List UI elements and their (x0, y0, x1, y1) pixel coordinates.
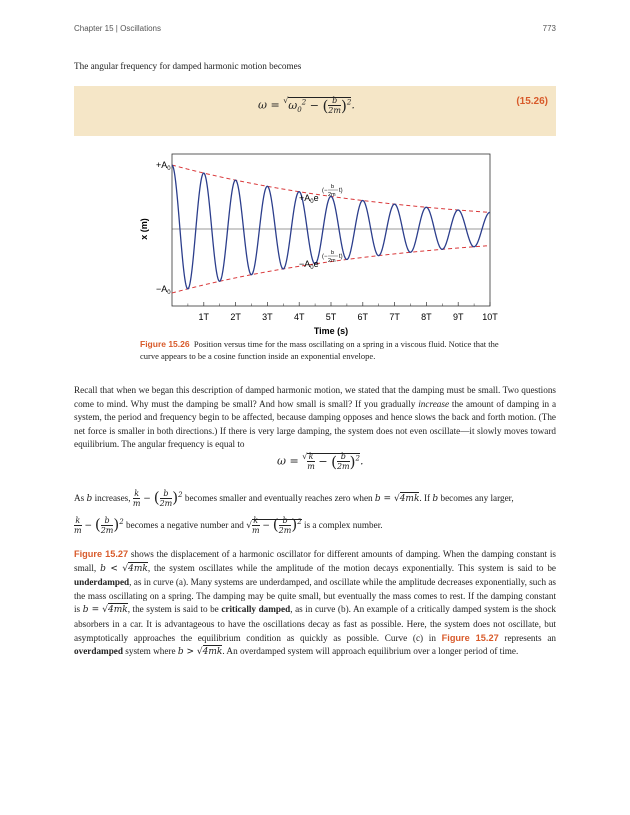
svg-text:2m: 2m (328, 192, 336, 198)
intro-text: The angular frequency for damped harmonic motion becomes (74, 61, 302, 71)
y-tick-plus-a0: $+A_0$ (156, 160, 171, 172)
svg-text:b: b (331, 250, 335, 256)
x-tick-label: 10T (482, 312, 498, 322)
annotation-lower-envelope (299, 250, 343, 271)
svg-text:2m: 2m (328, 258, 336, 264)
svg-text:(−: (− (322, 188, 328, 194)
figure-15-27-link-2[interactable]: Figure 15.27 (441, 632, 499, 643)
figure-caption-label: Figure 15.26 (140, 339, 190, 349)
paragraph-1: Recall that when we began this description of damped harmonic motion, we stated that the damping must be small. Two questions come to mind. Why must the damping be small? And how small is small? If you gradually increase the amount of damping in a system, the period and frequency begin to be affected, because damping opposes and hence slows the back and forth motion. (The net force is smaller in both directions.) If there is very large damping, the system does not even oscillate—it slowly moves toward equilibrium. The angular frequency is equal to (74, 385, 557, 450)
figure-caption (140, 339, 500, 362)
damped-oscillation-chart (0, 0, 630, 340)
page-number: 773 (542, 24, 556, 33)
figure-15-27-link[interactable]: Figure 15.27 (74, 549, 129, 559)
x-tick-label: 6T (357, 312, 369, 322)
x-tick-label: 3T (262, 312, 273, 322)
figure-caption-text: Position versus time for the mass oscillating on a spring in a viscous fluid. Notice that the curve appears to be a cosine function inside an exponential envelope. (140, 339, 499, 361)
paragraph-2: As b increases, $\frac{k}{m}$ − ( $\frac{b}{2m}$ )$^2$ becomes smaller and eventually reaches zero when b = √4mk. If b becomes any larger, (74, 488, 514, 508)
x-tick-label: 1T (198, 312, 210, 322)
y-tick-minus-a0: $-A_0$ (156, 284, 171, 296)
x-tick-label: 7T (389, 312, 400, 322)
x-axis-label: Time (s) (313, 326, 349, 336)
x-tick-label: 8T (421, 312, 432, 322)
y-axis-label: x (m) (139, 218, 149, 240)
svg-text:−A0e: $-A_0e$ (299, 259, 319, 271)
paragraph-4: Figure 15.27 shows the displacement of a harmonic oscillator for different amounts of damping. When the damping constant is small, b < √4mk, the system oscillates while the amplitude of the motion decays exponentially. This system is said to be underdamped, as in curve (a). Many systems are underdamped, and oscillate while the amplitude decreases exponentially, such as the mass oscillating on a spring. The damping may be quite small, but eventually the mass comes to rest. If the damping constant is b = √4mk, the system is said to be critically damped, as in curve (b). An example of a critically damped system is the shock absorbers in a car. It is advantageous to have the oscillations decay as fast as possible. Here, the system does not oscillate, but asymptotically approaches the equilibrium condition as quickly as possible. Curve (c) in Figure 15.27 represents an overdamped system where b > √4mk. An overdamped system will approach equilibrium over a longer period of time. (74, 549, 557, 658)
x-tick-label: 4T (293, 312, 305, 322)
svg-text:b: b (331, 184, 335, 190)
x-tick-label: 2T (230, 312, 241, 322)
x-tick-label: 9T (452, 312, 464, 322)
annotation-upper-envelope (299, 184, 343, 205)
svg-text:t): t) (339, 188, 343, 194)
equation-omega: ω = √ $\frac{k}{m}$ − ( $\frac{b}{2m}$ )$^2$. (277, 452, 364, 471)
running-header: Chapter 15 | Oscillations (74, 24, 162, 33)
equation-number: (15.26) (516, 96, 548, 107)
equation-15-26: $\omega = ^√\omega_0^2$ − ( $\frac{b}{2m}$ )$^2$. (258, 96, 355, 115)
svg-text:t): t) (339, 254, 343, 260)
svg-text:+A0e: $+A_0e$ (299, 193, 319, 205)
svg-text:(−: (− (322, 254, 328, 260)
x-tick-label: 5T (325, 312, 337, 322)
paragraph-3: $\frac{k}{m}$ − ( $\frac{b}{2m}$ )$^2$ becomes a negative number and √ $\frac{k}{m}$ − ( $\frac{b}{2m}$ )$^2$ is a complex number. (74, 515, 383, 535)
